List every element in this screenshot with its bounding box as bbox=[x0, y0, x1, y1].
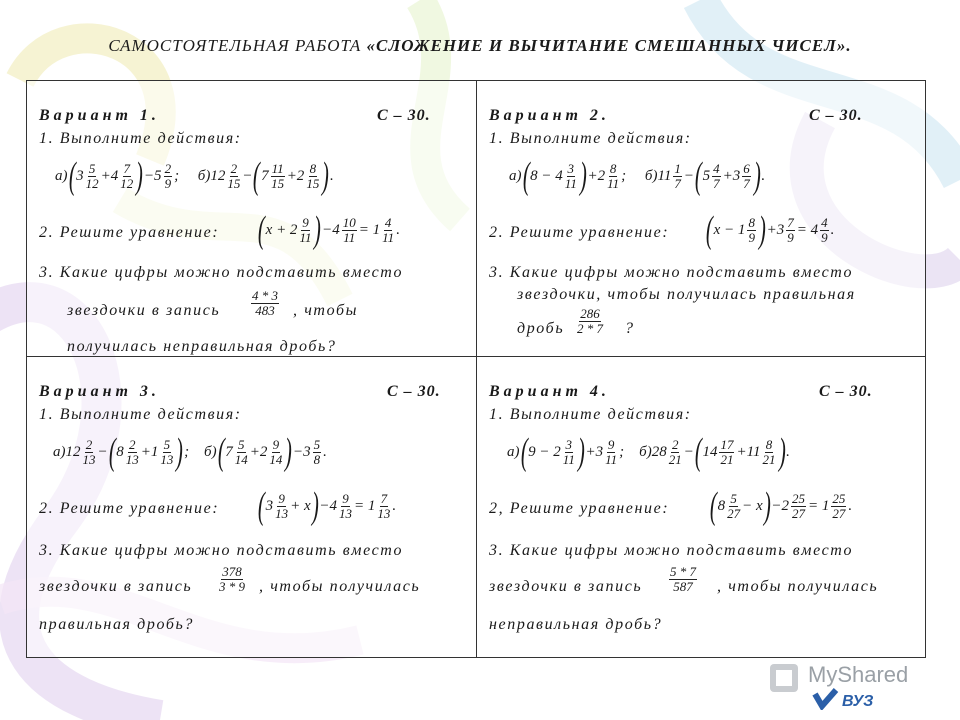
variant-4-task3-line3: неправильная дробь? bbox=[489, 616, 663, 633]
variant-4-task2: 2, Решите уравнение: bbox=[489, 500, 670, 517]
variant-2-task3-line3: дробь bbox=[517, 320, 565, 337]
variant-4-task3-line1: 3. Какие цифры можно подставить вместо bbox=[489, 542, 854, 559]
logo-text: MyShared bbox=[808, 662, 909, 687]
variant-2-header: Вариант 2. bbox=[489, 107, 610, 124]
variant-3-task3-line3: правильная дробь? bbox=[39, 616, 194, 633]
variant-2-task1: 1. Выполните действия: bbox=[489, 130, 692, 147]
variant-3-code: С – 30. bbox=[387, 383, 441, 400]
variant-4-fraction: 5 * 7 587 bbox=[670, 564, 696, 594]
variant-2-task3-q: ? bbox=[625, 320, 635, 337]
variant-3-task2: 2. Решите уравнение: bbox=[39, 500, 220, 517]
variant-3-task3-line1: 3. Какие цифры можно подставить вместо bbox=[39, 542, 404, 559]
variant-2-expr1: а) ( 8 − 4 3 11 ) +2 8 11 ; б)11 1 7 − ( 5 4 7 +3 6 7 ) . bbox=[509, 155, 766, 197]
variant-1-fraction: 4 * 3 483 bbox=[252, 288, 278, 318]
svg-text:ВУЗ: ВУЗ bbox=[842, 693, 874, 710]
variant-3-fraction: 378 3 * 9 bbox=[219, 564, 245, 594]
variant-1-task3-line1: 3. Какие цифры можно подставить вместо bbox=[39, 264, 404, 281]
variant-4-equation: ( 8 5 27 − x ) −2 25 27 = 1 25 27 . bbox=[709, 485, 853, 527]
variant-3-task1: 1. Выполните действия: bbox=[39, 406, 242, 423]
variant-1-task3-line2b: , чтобы bbox=[293, 302, 359, 319]
variant-3-header: Вариант 3. bbox=[39, 383, 160, 400]
variant-2-code: С – 30. bbox=[809, 107, 863, 124]
variant-3-equation: ( 3 9 13 + x ) −4 9 13 = 1 7 13 . bbox=[257, 485, 397, 527]
variant-4-code: С – 30. bbox=[819, 383, 873, 400]
variant-1-header: Вариант 1. bbox=[39, 107, 160, 124]
variant-3-expr1: а)12 2 13 − ( 8 2 13 +1 5 13 ) ; б) ( 7 5 14 +2 9 14 ) −3 5 8 . bbox=[53, 431, 327, 473]
variant-2-task3-line1: 3. Какие цифры можно подставить вместо bbox=[489, 264, 854, 281]
variant-2-task3-line2: звездочки, чтобы получилась правильная bbox=[517, 286, 856, 303]
variant-1-task2: 2. Решите уравнение: bbox=[39, 224, 220, 241]
variant-4-task1: 1. Выполните действия: bbox=[489, 406, 692, 423]
variant-1-equation: ( x + 2 9 11 ) −4 10 11 = 1 4 11 . bbox=[257, 209, 400, 251]
variant-3-task3-line2: звездочки в запись bbox=[39, 578, 193, 595]
variant-1-expr1: а) ( 3 5 12 +4 7 12 ) −5 2 9 ; б)12 2 15 − ( 7 11 15 +2 8 15 ) . bbox=[55, 155, 334, 197]
variant-2-task2: 2. Решите уравнение: bbox=[489, 224, 670, 241]
variant-1-task1: 1. Выполните действия: bbox=[39, 130, 242, 147]
page-title: САМОСТОЯТЕЛЬНАЯ РАБОТА «СЛОЖЕНИЕ И ВЫЧИТАНИЕ СМЕШАННЫХ ЧИСЕЛ». bbox=[108, 36, 852, 55]
variants-table bbox=[26, 80, 926, 658]
variant-4-header: Вариант 4. bbox=[489, 383, 610, 400]
variant-2-fraction: 286 2 * 7 bbox=[577, 306, 603, 336]
variant-4-expr1: а) ( 9 − 2 3 11 ) +3 9 11 ; б)28 2 21 − ( 14 17 21 +11 8 21 ) . bbox=[507, 431, 790, 473]
variant-2-equation: ( x − 1 8 9 ) +3 7 9 = 4 4 9 . bbox=[705, 209, 835, 251]
variant-4-task3-line2b: , чтобы получилась bbox=[717, 578, 879, 595]
variant-1-code: С – 30. bbox=[377, 107, 431, 124]
variant-1-task3-line2: звездочки в запись bbox=[67, 302, 221, 319]
variant-1-task3-line3: получилась неправильная дробь? bbox=[67, 338, 337, 355]
variant-4-task3-line2: звездочки в запись bbox=[489, 578, 643, 595]
variant-3-task3-line2b: , чтобы получилась bbox=[259, 578, 421, 595]
